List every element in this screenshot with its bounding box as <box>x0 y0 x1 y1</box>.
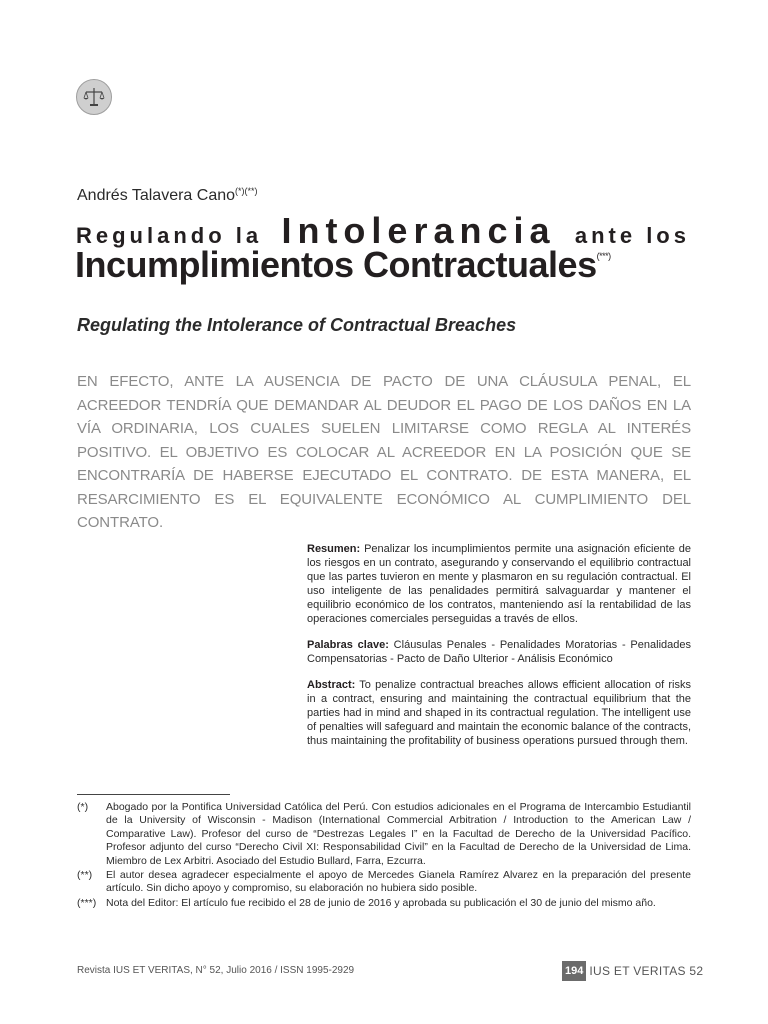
page-number: 194 <box>562 961 586 981</box>
footnote <box>77 897 691 910</box>
keywords-paragraph <box>307 638 691 666</box>
summary-block <box>307 542 691 760</box>
footnote-text: Nota del Editor: El artículo fue recibido el 28 de junio de 2016 y aprobada su publicación el 30 de junio del mismo año. <box>106 896 656 909</box>
footer-citation: Revista IUS ET VERITAS, N° 52, Julio 2016 / ISSN 1995-2929 <box>77 965 355 976</box>
scales-of-justice-icon <box>81 84 107 110</box>
footnote-mark: (**) <box>77 869 93 882</box>
footnote-text: Abogado por la Pontifica Universidad Católica del Perú. Con estudios adicionales en el Programa de Intercambio Estudiantil de la University of Wisconsin - Madison (International Commercial Arbitration / Introduction to the American Law / Comparative Law). Profesor del curso de “Destrezas Legales I” en la Facultad de Derecho de la Universidad Pacífico. Profesor adjunto del curso “Derecho Civil XI: Responsabilidad Civil” en la Facultad de Derecho de la Universidad de Lima. Miembro de Lex Arbitri. Asociado del Estudio Bullard, Farra, Ezcurra. <box>106 801 691 867</box>
abstract-text: To penalize contractual breaches allows efficient allocation of risks in a contract, ensuring and maintaining the contractual equilibrium that the parties had in mind and shaped in its contractual regulation. The intelligent use of penalties will safeguard and maintain the economic balance of the contracts, thus maintaining the profitability of business operations pursued through them. <box>307 679 692 747</box>
abstract-paragraph <box>307 678 691 748</box>
footer-page-info <box>562 961 703 981</box>
footnote-mark: (*) <box>77 801 89 813</box>
resumen-paragraph <box>307 542 691 626</box>
abstract-label: Abstract: <box>307 679 356 691</box>
footnote <box>77 801 691 868</box>
title-word-regulando: Regulando la <box>76 223 263 248</box>
author-name: Andrés Talavera Cano(*)(**) <box>77 186 258 204</box>
title-footnote-mark: (***) <box>596 251 611 261</box>
journal-name: IUS ET VERITAS 52 <box>589 964 704 978</box>
footnotes <box>77 801 691 911</box>
epigraph: EN EFECTO, ANTE LA AUSENCIA DE PACTO DE UNA CLÁUSULA PENAL, EL ACREEDOR TENDRÍA QUE DEMANDAR AL DEUDOR EL PAGO DE LOS DAÑOS EN LA VÍA ORDINARIA, LOS CUALES SUELEN LIMITARSE COMO REGLA AL INTERÉS POSITIVO. EL OBJETIVO ES COLOCAR AL ACREEDOR EN LA POSICIÓN QUE SE ENCONTRARÍA DE HABERSE EJECUTADO EL CONTRATO. DE ESTA MANERA, EL RESARCIMIENTO ES EL EQUIVALENTE ECONÓMICO AL CUMPLIMIENTO DEL CONTRATO. <box>77 373 691 531</box>
footnote-mark: (***) <box>77 896 97 909</box>
keywords-text: Cláusulas Penales - Penalidades Moratorias - Penalidades Compensatorias - Pacto de Daño Ulterior - Análisis Económico <box>307 639 691 665</box>
journal-logo <box>76 79 112 115</box>
author-footnote-mark: (*)(**) <box>235 186 258 196</box>
footnote-text: El autor desea agradecer especialmente el apoyo de Mercedes Gianela Ramírez Alvarez en la preparación del presente artículo. Sin dicho apoyo y compromiso, su elaboración no hubiera sido posible. <box>106 869 691 895</box>
article-subtitle: Regulating the Intolerance of Contractual Breaches <box>77 315 517 335</box>
resumen-label: Resumen: <box>307 543 361 555</box>
footnote-divider <box>77 794 230 795</box>
title-word-ante-los: ante los <box>574 223 690 248</box>
keywords-label: Palabras clave: <box>307 639 389 651</box>
resumen-text: Penalizar los incumplimientos permite una asignación eficiente de los riesgos en un contrato, asegurando y conservando el equilibrio contractual que las partes tuvieron en mente y plasmaron en su regulación contractual. El uso inteligente de las penalidades permitirá salvaguardar y mantener el equilibrio económico de los contratos, manteniendo así la rentabilidad de las operaciones comerciales perseguidas a través de ellos. <box>307 543 691 625</box>
article-title-line2: Incumplimientos Contractuales(***) <box>75 244 611 285</box>
footnote <box>77 869 691 896</box>
title-word-intolerancia: Intolerancia <box>281 210 556 251</box>
